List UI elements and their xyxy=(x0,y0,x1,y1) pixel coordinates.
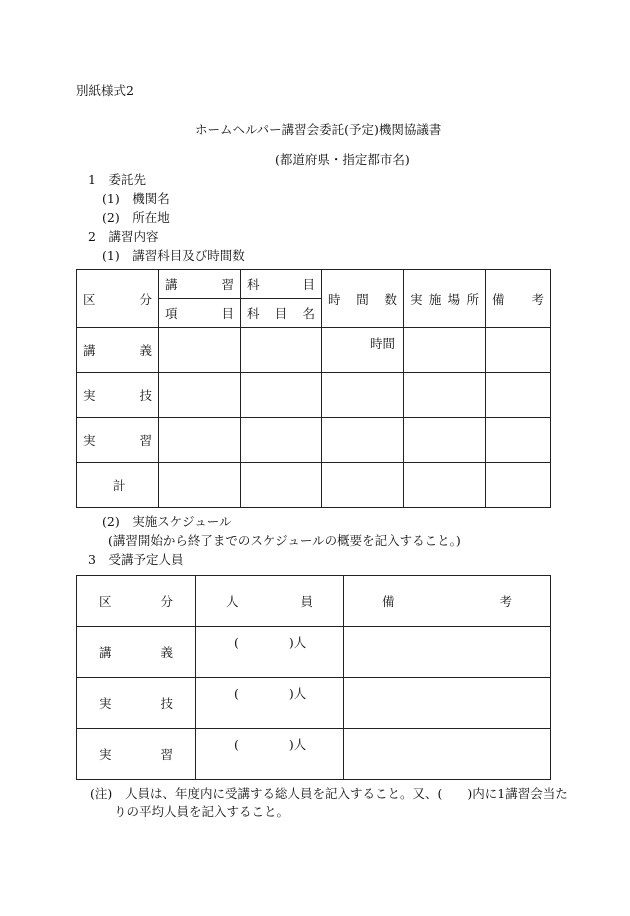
header-course-top: 講習 xyxy=(165,277,234,292)
schedule-note: (講習開始から終了までのスケジュールの概要を記入すること。) xyxy=(108,533,461,548)
row-label: 講義 xyxy=(83,343,152,358)
row-label: 講義 xyxy=(99,645,173,660)
document-title: ホームヘルパー講習会委託(予定)機関協議書 xyxy=(195,122,442,137)
row-label: 実習 xyxy=(83,433,152,448)
row-label-total: 計 xyxy=(113,478,126,493)
row-label: 実技 xyxy=(83,388,152,403)
people-value: ( )人 xyxy=(234,635,307,650)
header-venue: 実施場所 xyxy=(410,291,479,307)
form-number: 別紙様式2 xyxy=(76,83,134,98)
header-people: 人員 xyxy=(226,594,313,609)
section2-sub2: (2) 実施スケジュール xyxy=(102,514,232,529)
note-line2: りの平均人員を記入すること。 xyxy=(114,804,290,819)
note-line1: 人員は、年度内に受講する総人員を記入すること。又、( )内に1講習会当た xyxy=(125,786,568,801)
people-value: ( )人 xyxy=(234,686,307,701)
table-row xyxy=(77,627,551,678)
header-remarks: 備考 xyxy=(382,594,512,609)
header-remarks: 備考 xyxy=(492,291,544,307)
cell xyxy=(486,328,551,373)
participants-table xyxy=(76,575,551,780)
section2-heading: 2 講習内容 xyxy=(88,229,159,244)
section2-sub1: (1) 講習科目及び時間数 xyxy=(102,248,245,263)
table-row xyxy=(77,678,551,729)
table-row xyxy=(77,729,551,780)
section1-item: (2) 所在地 xyxy=(102,210,170,225)
hours-unit: 時間 xyxy=(369,336,395,351)
table-row xyxy=(77,463,551,508)
cell xyxy=(404,328,486,373)
cell xyxy=(241,328,322,373)
hours-table xyxy=(76,269,551,508)
row-label: 実技 xyxy=(99,696,173,711)
note-label: (注) xyxy=(90,786,113,801)
section1-heading: 1 委託先 xyxy=(88,172,146,187)
section1-item: (1) 機関名 xyxy=(102,191,170,206)
table-row xyxy=(77,373,551,418)
header-category: 区分 xyxy=(99,594,173,609)
header-subject-top: 科目 xyxy=(247,277,315,292)
author-line: (都道府県・指定都市名) xyxy=(275,152,410,167)
header-item: 項目 xyxy=(165,306,234,321)
header-subject-name: 科目名 xyxy=(247,306,315,321)
table-row xyxy=(77,418,551,463)
header-category: 区分 xyxy=(83,291,152,307)
people-value: ( )人 xyxy=(234,737,307,752)
section3-heading: 3 受講予定人員 xyxy=(88,552,184,567)
row-label: 実習 xyxy=(99,747,173,762)
header-hours: 時間数 xyxy=(328,291,397,307)
cell xyxy=(159,328,241,373)
table-row xyxy=(77,328,551,373)
